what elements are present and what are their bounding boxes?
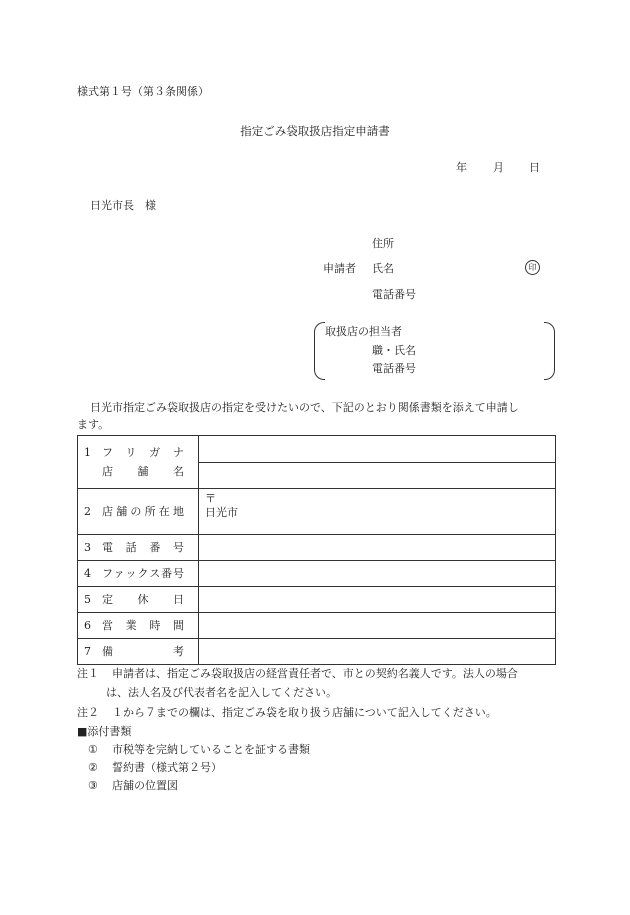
row-number: 5 [84, 592, 91, 606]
bracket-left [314, 322, 325, 380]
page-title: 指定ごみ袋取扱店指定申請書 [240, 124, 390, 138]
date-month: 月 [493, 161, 504, 174]
fax-field[interactable] [199, 561, 556, 587]
contact-phone: 電話番号 [372, 362, 416, 375]
attachment-item-3: 店舗の位置図 [112, 779, 178, 792]
furigana-field[interactable] [199, 436, 556, 463]
hours-label: 営業時間 [102, 618, 184, 632]
holiday-label-cell [78, 587, 199, 613]
attachment-mark-2: ② [88, 761, 98, 774]
table-row [78, 587, 556, 613]
table-row [78, 489, 556, 535]
fax-label-cell [78, 561, 199, 587]
note2-label: 注２ [77, 706, 99, 719]
contact-position-name: 職・氏名 [372, 344, 416, 357]
holiday-label: 定休日 [102, 592, 184, 606]
form-id: 様式第１号（第３条関係） [77, 85, 209, 98]
date-year: 年 [456, 161, 467, 174]
row-number: 4 [84, 566, 91, 580]
note1-line2: は、法人名及び代表者名を記入してください。 [106, 686, 337, 699]
attachment-item-1: 市税等を完納していることを証する書類 [112, 743, 310, 756]
row-number: 7 [84, 644, 91, 658]
table-row [78, 561, 556, 587]
address-city: 日光市 [205, 506, 238, 519]
addressee: 日光市長 様 [90, 199, 156, 212]
applicant-label: 申請者 [323, 262, 356, 275]
row-number: 1 [84, 445, 91, 459]
phone-label-cell [78, 535, 199, 561]
note2-text: １から７までの欄は、指定ごみ袋を取り扱う店舗について記入してください。 [112, 706, 497, 719]
row-number: 3 [84, 540, 91, 554]
table-row [78, 436, 556, 463]
remarks-field[interactable] [199, 639, 556, 665]
store-name-label-cell [78, 436, 199, 489]
phone-label: 電話番号 [102, 540, 184, 554]
holiday-field[interactable] [199, 587, 556, 613]
address-field[interactable] [199, 489, 556, 535]
applicant-phone-label: 電話番号 [372, 288, 416, 301]
attachments-heading: ■添付書類 [77, 725, 132, 738]
store-name-field[interactable] [199, 462, 556, 489]
note1-label: 注１ [77, 667, 99, 680]
seal-mark: 印 [525, 260, 540, 275]
date-day: 日 [529, 161, 540, 174]
fax-label: ファックス番号 [102, 566, 184, 580]
furigana-label: フリガナ [102, 445, 184, 459]
row-number: 2 [84, 504, 91, 518]
contact-title: 取扱店の担当者 [325, 325, 402, 338]
postal-mark: 〒 [205, 492, 216, 505]
note1-line1: 申請者は、指定ごみ袋取扱店の経営責任者で、市との契約名義人です。法人の場合 [112, 667, 518, 680]
body-text-line1: 日光市指定ごみ袋取扱店の指定を受けたいので、下記のとおり関係書類を添えて申請し [90, 401, 519, 414]
hours-label-cell [78, 613, 199, 639]
address-label: 店舗の所在地 [102, 504, 184, 518]
hours-field[interactable] [199, 613, 556, 639]
bracket-right [544, 322, 555, 380]
phone-field[interactable] [199, 535, 556, 561]
attachment-item-2: 誓約書（様式第２号） [112, 761, 222, 774]
store-name-label: 店舗名 [102, 464, 184, 478]
attachment-mark-3: ③ [88, 779, 98, 792]
table-row [78, 613, 556, 639]
address-label-cell [78, 489, 199, 535]
body-text-line2: ます。 [77, 418, 110, 431]
applicant-name-label: 氏名 [372, 262, 394, 275]
attachment-mark-1: ① [88, 743, 98, 756]
application-table [77, 435, 556, 665]
remarks-label-cell [78, 639, 199, 665]
remarks-label: 備考 [102, 644, 184, 658]
table-row [78, 535, 556, 561]
applicant-address-label: 住所 [372, 237, 394, 250]
row-number: 6 [84, 618, 91, 632]
table-row [78, 639, 556, 665]
